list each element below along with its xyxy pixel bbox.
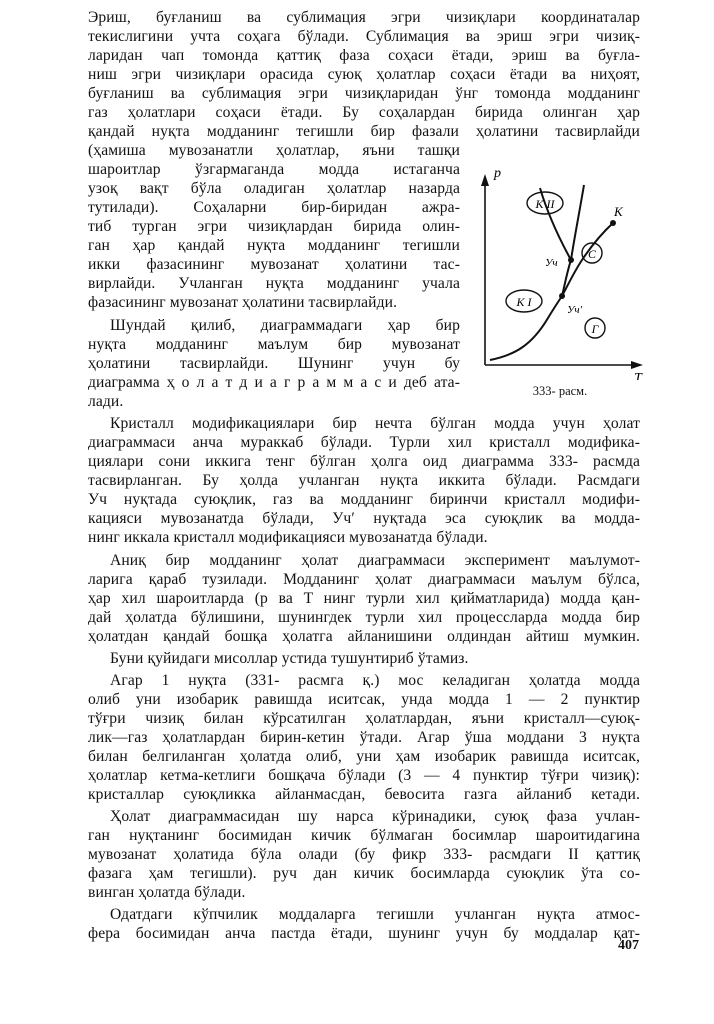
- t-axis-arrow: [631, 361, 643, 369]
- region-k2-label: К II: [535, 197, 555, 211]
- text-line: тиб турган эгри чизиқлардан бирида олин-: [88, 218, 460, 235]
- text-line: ган нуқтанинг босимидан кичик бўлмаган босимлар шароитидагина: [88, 827, 640, 844]
- text-line: лик—газ ҳолатлардан бирин-кетин ўтади. Агар ўша моддани 3 нуқта: [88, 729, 640, 746]
- triple-point-uch-prime-label: Уч′: [567, 304, 583, 316]
- t-axis-label: T: [634, 371, 642, 380]
- text-line: диаграммаси анча мураккаб бўлади. Турли хил кристалл модифика-: [88, 434, 640, 451]
- text-line: Кристалл модификациялари бир нечта бўлган модда учун ҳолат: [110, 415, 640, 432]
- text-line: ган ҳар қандай нуқта модданинг тегишли: [88, 237, 460, 254]
- text-line: билан белгиланган ҳолатда олиб, уни ҳам изобарик равишда иситсак,: [88, 748, 640, 765]
- text-line: қандай нуқта модданинг тегишли бир фазали ҳолатини тасвирлайди: [88, 123, 640, 140]
- text-line: Уч нуқтада суюқлик, газ ва модданинг биринчи кристалл модифи-: [88, 491, 640, 508]
- text-line: ларидан чап томонда қаттиқ фаза соҳаси ётади, эриш ва буғла-: [88, 47, 640, 64]
- text-line: нинг иккала кристалл модификацияси мувозанатда бўлади.: [88, 529, 488, 546]
- text-line: фера босимидан анча пастда ётади, шунинг учун бу моддалар қат-: [88, 925, 640, 942]
- text-line: текислигини учта соҳага бўлади. Сублимация ва эриш эгри чизиқ-: [88, 28, 640, 45]
- text-line: тасвирланган. Бу ҳолда учланган нуқта иккита бўлади. Расмдаги: [88, 472, 640, 489]
- melting-curve-lower: [562, 260, 571, 296]
- text-line: кристаллар суюқликка айланмасдан, бевосита газга айланиб кетади.: [88, 786, 640, 803]
- text-line: Одатдаги кўпчилик моддаларга тегишли учланган нуқта атмос-: [110, 906, 640, 923]
- p-axis-arrow: [481, 174, 489, 186]
- text-line: шароитлар ўзгармаганда модда истаганча: [88, 161, 460, 178]
- text-line: ҳолатдан қандай бошқа ҳолатга айланишини олдиндан айтиш мумкин.: [88, 628, 640, 645]
- text-line: циялари сони иккига тенг бўлган ҳолга оид диаграмма 333- расмда: [88, 453, 640, 470]
- critical-point: [610, 220, 616, 226]
- text-line: ларига қараб тузилади. Модданинг ҳолат диаграммаси маълум бўлса,: [88, 571, 640, 588]
- text-line: диаграмма ҳ о л а т д и а г р а м м а с и деб ата-: [88, 374, 460, 391]
- region-k1-label: К I: [516, 295, 532, 309]
- melting-curve-upper: [571, 185, 584, 260]
- text-line: буғланиш ва сублимация эгри чизиқларидан ўнг томонда модданинг: [88, 85, 640, 102]
- text-line: Агар 1 нуқта (331- расмга қ.) мос келадиган ҳолатда модда: [110, 672, 640, 689]
- text-line: ниш эгри чизиқлари орасида суюқ ҳолатлар соҳаси ётади ва ниҳоят,: [88, 66, 640, 83]
- text-line: нуқта модданинг маълум бир мувозанат: [88, 336, 460, 353]
- text-line: Ҳолат диаграммасидан шу нарса кўринадики, суюқ фаза учлан-: [110, 808, 640, 825]
- text-line: ҳар хил шароитларда (p ва T нинг турли хил қийматларида) модда қан-: [88, 590, 640, 607]
- text-line: ҳолатини тасвирлайди. Шунинг учун бу: [88, 355, 460, 372]
- text-line: мувозанат ҳолатида бўла олади (бу фикр 333- расмдаги II қаттиқ: [88, 846, 640, 863]
- text-line: газ ҳолатлари соҳаси ётади. Бу соҳалардан бирида олинган ҳар: [88, 104, 640, 121]
- text-line: тутилади). Соҳаларни бир-биридан ажра-: [88, 199, 460, 216]
- text-line: Буни қуйидаги мисоллар устида тушунтириб ўтамиз.: [110, 650, 469, 667]
- page-number: 407: [618, 938, 639, 953]
- phase-diagram: [470, 160, 650, 380]
- p-axis-label: p: [494, 166, 501, 181]
- text-line: винган ҳолатда бўлади.: [88, 884, 246, 901]
- text-line: фазагa ҳам тегишли). pуч дан кичик босимларда суюқлик ўта со-: [88, 865, 640, 882]
- text-line: кацияси мувозанатда бўлади, Уч′ нуқтада эса суюқлик ва модда-: [88, 510, 640, 527]
- text-line: (ҳамиша мувозанатли ҳолатлар, яъни ташқи: [88, 142, 460, 159]
- triple-point-uch-label: Уч: [545, 257, 558, 269]
- region-c-label: С: [587, 247, 597, 261]
- text-line: фазасининг мувозанат ҳолатини тасвирлайди.: [88, 294, 398, 311]
- text-line: Эриш, буғланиш ва сублимация эгри чизиқлари координаталар: [88, 9, 640, 26]
- text-line: лади.: [88, 393, 124, 410]
- text-line: тўғри чизиқ билан кўрсатилган ҳолатлардан, яъни кристалл—суюқ-: [88, 710, 640, 727]
- text-line: икки фазасининг мувозанат ҳолатини тас-: [88, 256, 460, 273]
- text-line: Шундай қилиб, диаграммадаги ҳар бир: [110, 317, 460, 334]
- text-line: дай ҳолатда бўлишини, шунингдек турли хил процессларда модда бир: [88, 609, 640, 626]
- text-line: олиб уни изобарик равишда иситсак, унда модда 1 — 2 пунктир: [88, 691, 640, 708]
- triple-point-uch-prime: [559, 293, 565, 299]
- triple-point-uch: [568, 257, 574, 263]
- figure-caption: 333- расм.: [532, 384, 588, 398]
- phase-diagram-figure: [470, 160, 650, 405]
- text-line: Аниқ бир модданинг ҳолат диаграммаси эксперимент маълумот-: [110, 552, 640, 569]
- region-g-label: Г: [591, 322, 599, 336]
- critical-point-label: К: [614, 204, 623, 219]
- text-line: ҳолатлар кетма-кетлиги бошқача бўлади (3 — 4 пунктир тўғри чизиқ):: [88, 767, 640, 784]
- text-line: узоқ вақт бўла оладиган ҳолатлар назарда: [88, 180, 460, 197]
- text-line: вирлайди. Учланган нуқта модданинг учала: [88, 275, 460, 292]
